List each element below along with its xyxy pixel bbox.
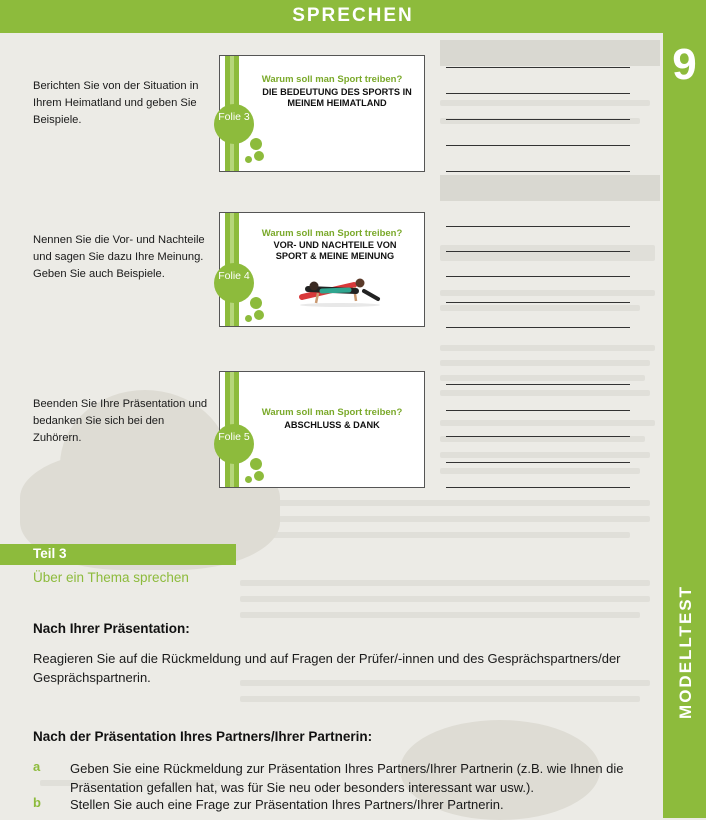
writing-line: [446, 67, 630, 68]
folie-badge: Folie 3: [214, 104, 254, 144]
slide-question: Warum soll man Sport treiben?: [261, 407, 403, 418]
decor-dot: [254, 151, 264, 161]
writing-line: [446, 436, 630, 437]
list-item-text: Geben Sie eine Rückmeldung zur Präsentation Ihres Partners/Ihrer Partnerin (z.B. wie Ihnen die Präsentation gefallen hat, was für Sie neu oder besonders interessant war usw.).: [70, 761, 624, 795]
writing-line: [446, 302, 630, 303]
slide-heading: DIE BEDEUTUNG DES SPORTS IN MEINEM HEIMATLAND: [262, 87, 412, 108]
decor-dot: [245, 315, 252, 322]
writing-line: [446, 410, 630, 411]
section-heading: Nach Ihrer Präsentation:: [33, 621, 190, 636]
writing-line: [446, 119, 630, 120]
decor-dot: [254, 471, 264, 481]
slide-thumbnail: [219, 212, 425, 327]
slide-heading: VOR- UND NACHTEILE VON SPORT & MEINE MEINUNG: [273, 240, 397, 261]
decor-dot: [250, 297, 262, 309]
slide-question: Warum soll man Sport treiben?: [261, 74, 403, 85]
slide-heading: ABSCHLUSS & DANK: [284, 420, 380, 430]
writing-line: [446, 276, 630, 277]
section-paragraph: Reagieren Sie auf die Rückmeldung und auf Fragen der Prüfer/-innen und des Gesprächspartners/der Gesprächspartnerin.: [33, 651, 621, 685]
folie-badge: Folie 4: [214, 263, 254, 303]
writing-line: [446, 251, 630, 252]
writing-line: [446, 93, 630, 94]
writing-line: [446, 384, 630, 385]
list-item-letter: b: [33, 795, 41, 810]
slide-thumbnail: [219, 55, 425, 172]
writing-line: [446, 171, 630, 172]
pushup-people-icon: [294, 273, 386, 307]
decor-dot: [245, 476, 252, 483]
folie-badge: Folie 5: [214, 424, 254, 464]
section-title: SPRECHEN: [292, 5, 414, 26]
section-heading: Nach der Präsentation Ihres Partners/Ihrer Partnerin:: [33, 729, 373, 744]
slide-question: Warum soll man Sport treiben?: [261, 228, 403, 239]
writing-line: [446, 462, 630, 463]
teil-subtitle: Über ein Thema sprechen: [33, 570, 189, 585]
writing-line: [446, 487, 630, 488]
writing-line: [446, 226, 630, 227]
instruction-text: Beenden Sie Ihre Präsentation und bedanken Sie sich bei den Zuhörern.: [33, 398, 208, 444]
instruction-text: Berichten Sie von der Situation in Ihrem Heimatland und geben Sie Beispiele.: [33, 80, 199, 126]
decor-dot: [245, 156, 252, 163]
chapter-number: 9: [672, 40, 697, 89]
side-tab-label: MODELLTEST: [676, 585, 695, 719]
side-tab-label-wrap: [672, 585, 700, 750]
teil-label: Teil 3: [33, 546, 67, 561]
writing-line: [446, 327, 630, 328]
decor-dot: [254, 310, 264, 320]
instruction-text: Nennen Sie die Vor- und Nachteile und sagen Sie dazu Ihre Meinung. Geben Sie auch Beispiele.: [33, 234, 205, 280]
writing-line: [446, 145, 630, 146]
list-item-text: Stellen Sie auch eine Frage zur Präsentation Ihres Partners/Ihrer Partnerin.: [70, 797, 504, 812]
slide-thumbnail: [219, 371, 425, 488]
decor-dot: [250, 458, 262, 470]
list-item-letter: a: [33, 759, 41, 774]
decor-dot: [250, 138, 262, 150]
